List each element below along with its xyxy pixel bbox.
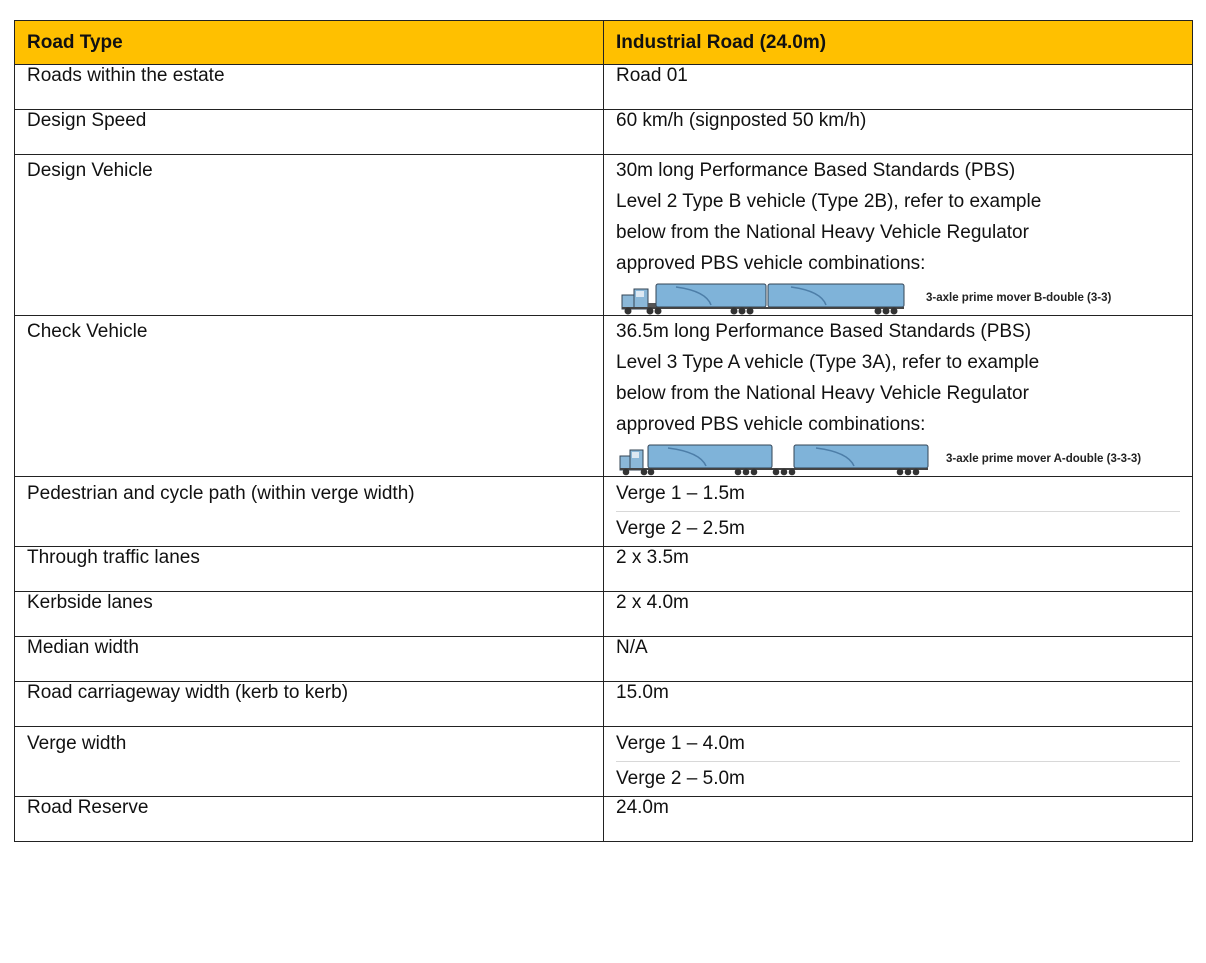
header-road-type: Road Type — [15, 21, 604, 65]
b-double-caption: 3-axle prime mover B-double (3-3) — [926, 292, 1112, 304]
table-row — [15, 547, 1193, 592]
header-industrial-road: Industrial Road (24.0m) — [604, 21, 1193, 65]
check-vehicle-label: Check Vehicle — [27, 321, 148, 342]
a-double-caption: 3-axle prime mover A-double (3-3-3) — [946, 453, 1142, 465]
design-vehicle-line: approved PBS vehicle combinations: — [616, 253, 926, 274]
row-label: Through traffic lanes — [15, 547, 604, 592]
design-vehicle-line: below from the National Heavy Vehicle Regulator — [616, 222, 1029, 243]
row-value: 60 km/h (signposted 50 km/h) — [604, 110, 1193, 155]
table-header-row — [15, 21, 1193, 65]
ped-path-label: Pedestrian and cycle path (within verge width) — [27, 483, 415, 504]
row-label — [15, 316, 604, 477]
row-value — [604, 727, 1193, 797]
check-vehicle-line: 36.5m long Performance Based Standards (PBS) — [616, 321, 1032, 342]
table-row — [15, 797, 1193, 842]
verge-width-verge1: Verge 1 – 4.0m — [616, 733, 745, 754]
table-row — [15, 155, 1193, 316]
verge-width-label: Verge width — [27, 733, 127, 754]
row-label: Kerbside lanes — [15, 592, 604, 637]
row-label — [15, 727, 604, 797]
row-label: Design Speed — [15, 110, 604, 155]
row-value: N/A — [604, 637, 1193, 682]
check-vehicle-line: approved PBS vehicle combinations: — [616, 414, 926, 435]
row-value: 2 x 3.5m — [604, 547, 1193, 592]
table-row — [15, 316, 1193, 477]
row-label: Road Reserve — [15, 797, 604, 842]
row-label — [15, 155, 604, 316]
ped-path-verge1: Verge 1 – 1.5m — [616, 483, 745, 504]
a-double-figure — [616, 442, 1180, 476]
row-value: 24.0m — [604, 797, 1193, 842]
b-double-figure — [616, 281, 1180, 315]
table-row — [15, 477, 1193, 547]
row-value: 2 x 4.0m — [604, 592, 1193, 637]
row-label — [15, 477, 604, 547]
design-vehicle-label: Design Vehicle — [27, 160, 153, 181]
b-double-truck-icon — [616, 281, 916, 315]
ped-path-verge2: Verge 2 – 2.5m — [616, 511, 1180, 546]
design-vehicle-line: 30m long Performance Based Standards (PBS) — [616, 160, 1016, 181]
row-value: Road 01 — [604, 65, 1193, 110]
table-row — [15, 592, 1193, 637]
a-double-truck-icon — [616, 442, 936, 476]
check-vehicle-line: Level 3 Type A vehicle (Type 3A), refer to example — [616, 352, 1040, 373]
table-row — [15, 637, 1193, 682]
row-value — [604, 155, 1193, 316]
row-label: Roads within the estate — [15, 65, 604, 110]
table-row — [15, 727, 1193, 797]
verge-width-verge2: Verge 2 – 5.0m — [616, 761, 1180, 796]
road-spec-table — [14, 20, 1193, 842]
table-row — [15, 110, 1193, 155]
row-value: 15.0m — [604, 682, 1193, 727]
check-vehicle-line: below from the National Heavy Vehicle Regulator — [616, 383, 1029, 404]
row-value — [604, 477, 1193, 547]
row-label: Road carriageway width (kerb to kerb) — [15, 682, 604, 727]
table-row — [15, 682, 1193, 727]
row-value — [604, 316, 1193, 477]
table-row — [15, 65, 1193, 110]
row-label: Median width — [15, 637, 604, 682]
design-vehicle-line: Level 2 Type B vehicle (Type 2B), refer to example — [616, 191, 1042, 212]
